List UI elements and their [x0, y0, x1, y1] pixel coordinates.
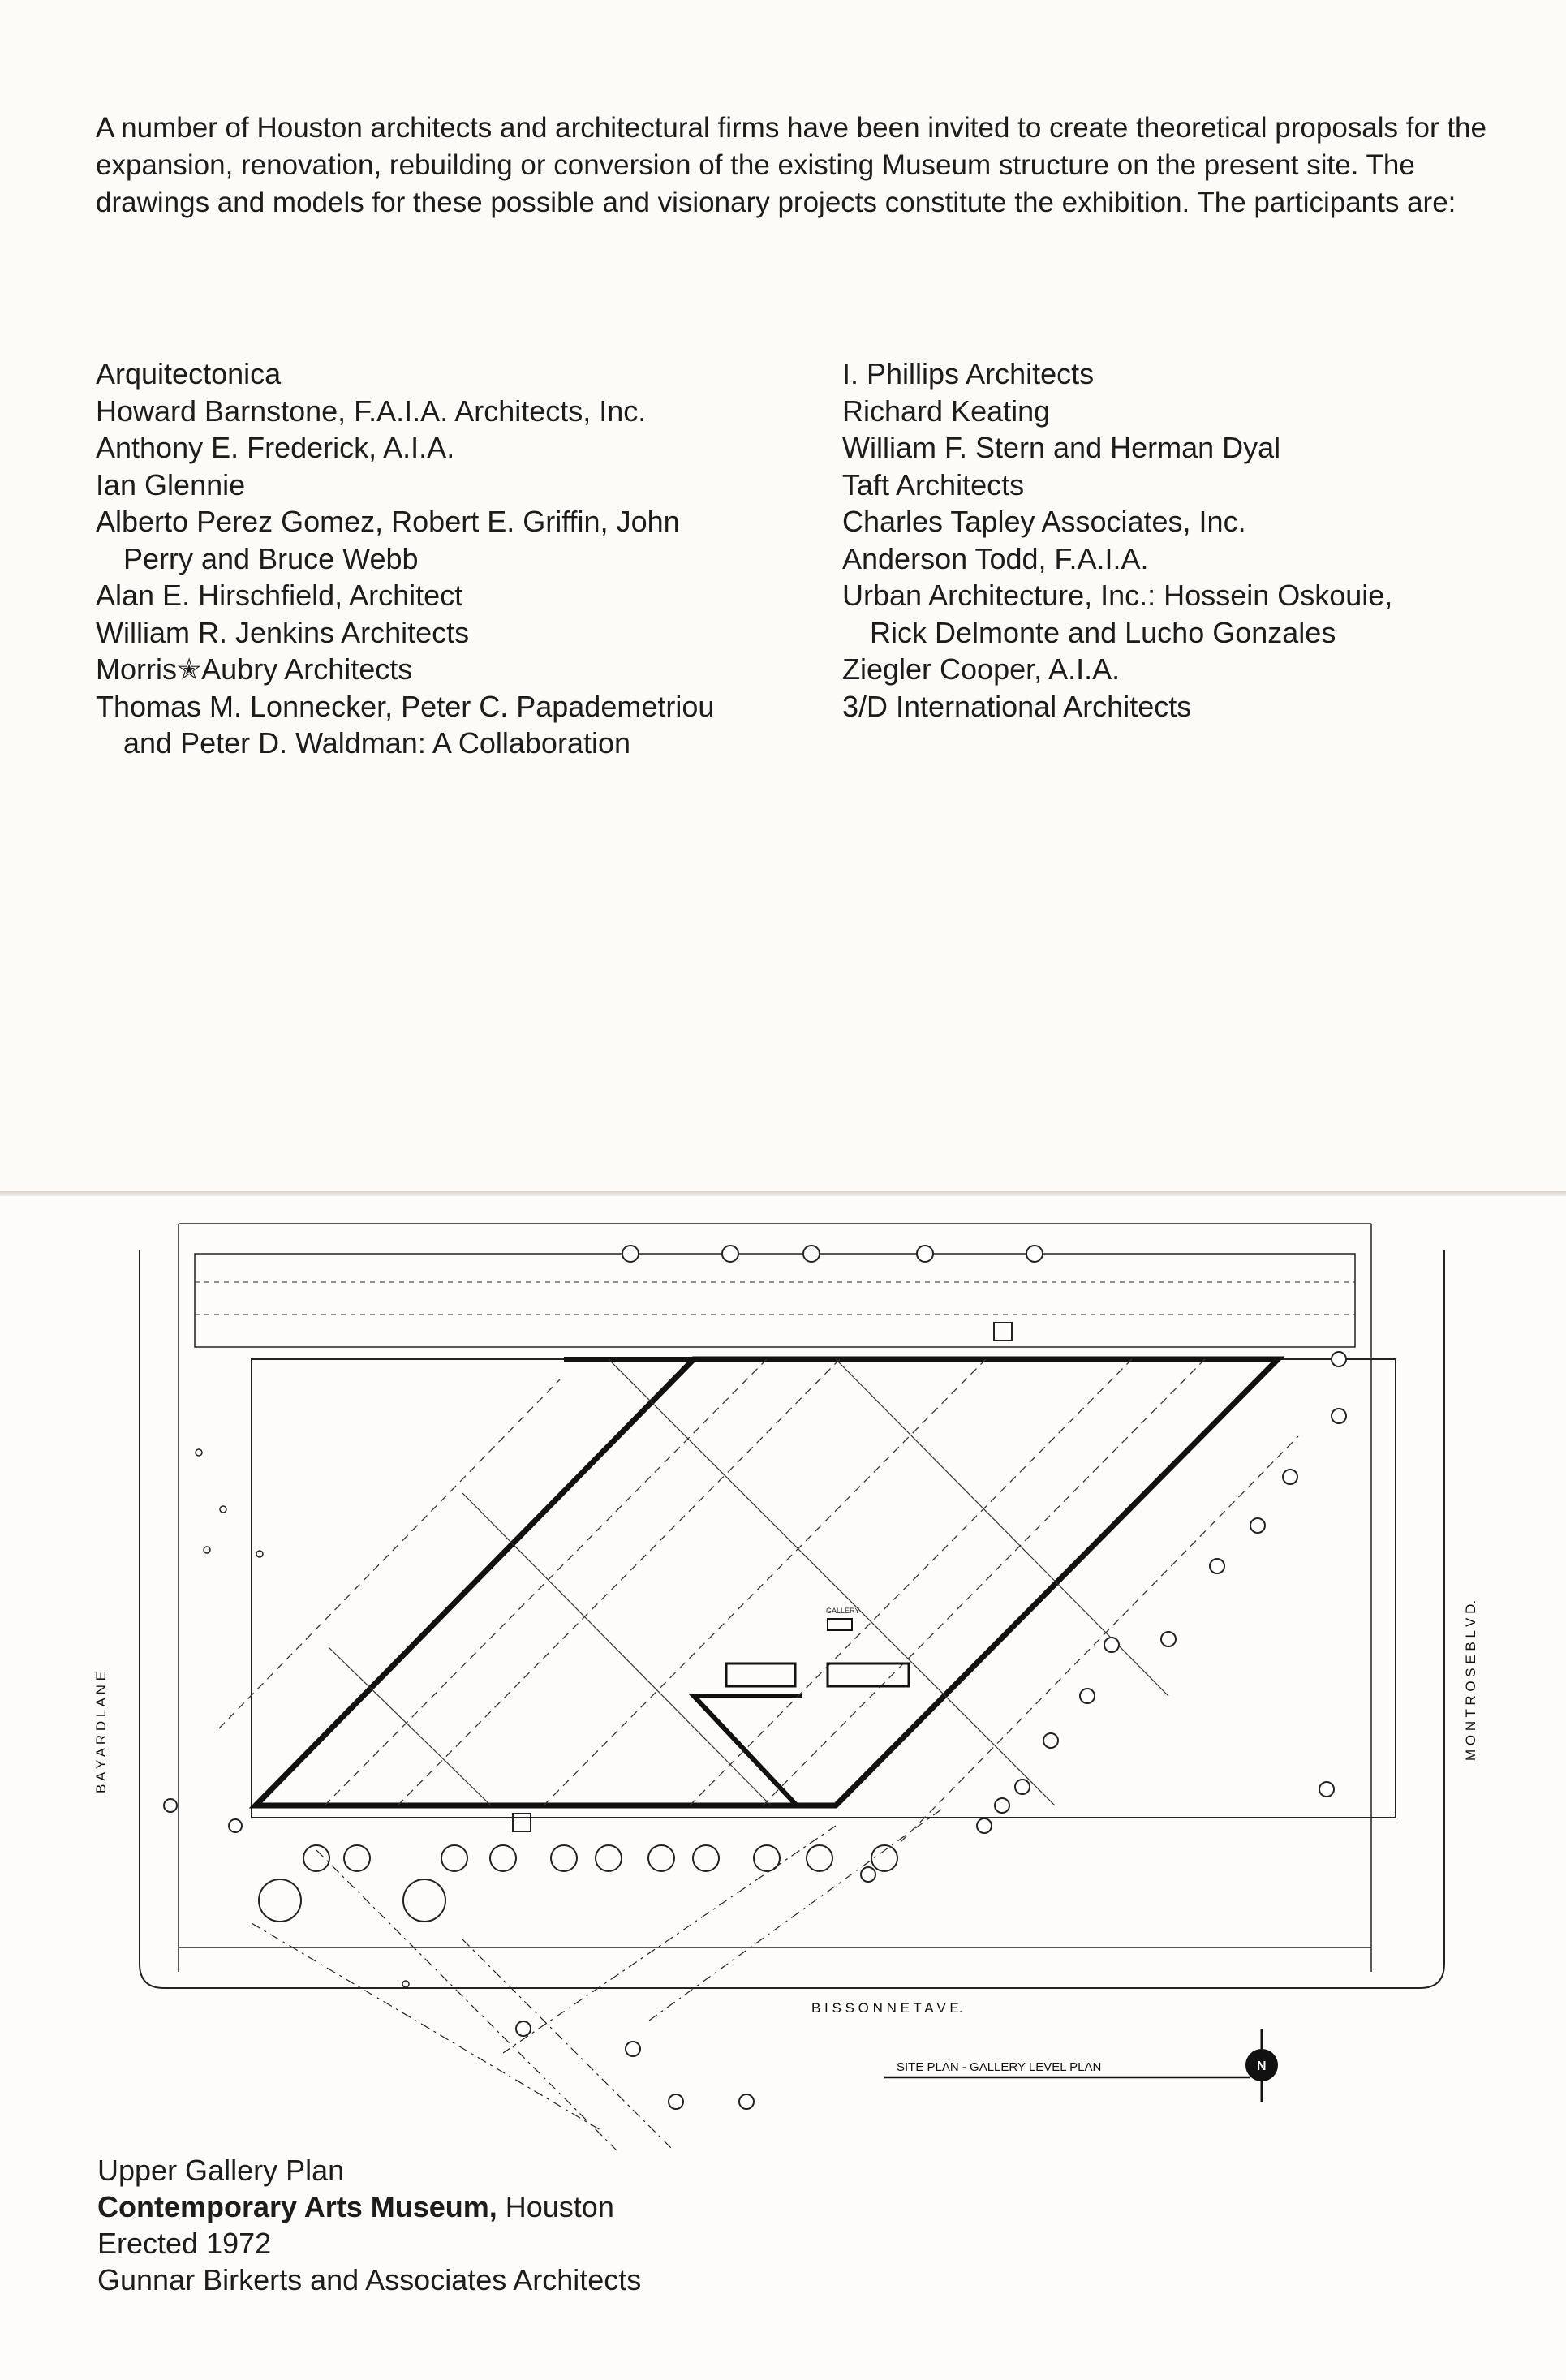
- drawing-caption: [97, 2152, 641, 2298]
- participant: Charles Tapley Associates, Inc.: [842, 505, 1246, 538]
- participant: Alberto Perez Gomez, Robert E. Griffin, John Perry and Bruce Webb: [96, 505, 680, 575]
- north-arrow: [1245, 2029, 1278, 2102]
- participant: Richard Keating: [842, 394, 1051, 428]
- participant: Howard Barnstone, F.A.I.A. Architects, Inc.: [96, 394, 647, 428]
- participant: Taft Architects: [842, 467, 1025, 501]
- gallery-notch: [256, 1696, 802, 1805]
- gallery-room-label: GALLERY: [826, 1607, 860, 1615]
- participant: Ziegler Cooper, A.I.A.: [842, 652, 1121, 686]
- building-footprint: [256, 1359, 1278, 1805]
- participant: I. Phillips Architects: [842, 357, 1095, 390]
- participant: Thomas M. Lonnecker, Peter C. Papademetriou and Peter D. Waldman: A Collaboration: [96, 689, 715, 760]
- street-label-montrose: M O N T R O S E B L V D.: [1463, 1599, 1478, 1761]
- stair-well-right: [828, 1663, 909, 1686]
- participant: 3/D International Architects: [842, 689, 1192, 723]
- caption-line-erected: Erected 1972: [97, 2227, 272, 2260]
- plan-title: SITE PLAN - GALLERY LEVEL PLAN: [897, 2060, 1102, 2074]
- caption-line-plan: Upper Gallery Plan: [97, 2154, 345, 2187]
- site-boundary: [252, 1359, 1396, 1818]
- participant: Morris✭Aubry Architects: [96, 652, 413, 686]
- site-plan-drawing: [93, 1209, 1501, 2183]
- caption-line-museum: Contemporary Arts Museum, Houston: [97, 2190, 614, 2223]
- participant: Ian Glennie: [96, 467, 246, 501]
- participant: Alan E. Hirschfield, Architect: [96, 579, 463, 612]
- participants-list-right: [842, 355, 1508, 725]
- participant: Anthony E. Frederick, A.I.A.: [96, 431, 455, 464]
- participant: Anderson Todd, F.A.I.A.: [842, 541, 1149, 575]
- intro-paragraph: A number of Houston architects and architectural firms have been invited to create theoretical proposals for the expansion, renovation, rebuilding or conversion of the existing Museum structure on the present site. The drawings and models for these possible and visionary projects constitute the exhibition. The participants are:: [96, 112, 1486, 218]
- participant: Arquitectonica: [96, 357, 282, 390]
- stair-well-left: [726, 1663, 795, 1686]
- participants-list-left: [96, 355, 826, 762]
- street-label-bayard: B A Y A R D L A N E: [93, 1672, 109, 1793]
- caption-line-architect: Gunnar Birkerts and Associates Architects: [97, 2263, 642, 2296]
- service-band: [195, 1254, 1355, 1347]
- street-label-bissonnet: B I S S O N N E T A V E.: [811, 2000, 963, 2016]
- participant: William R. Jenkins Architects: [96, 615, 470, 649]
- participant: William F. Stern and Herman Dyal: [842, 431, 1281, 464]
- participant: Urban Architecture, Inc.: Hossein Oskouie, Rick Delmonte and Lucho Gonzales: [842, 579, 1393, 649]
- north-symbol: N: [1257, 2059, 1267, 2073]
